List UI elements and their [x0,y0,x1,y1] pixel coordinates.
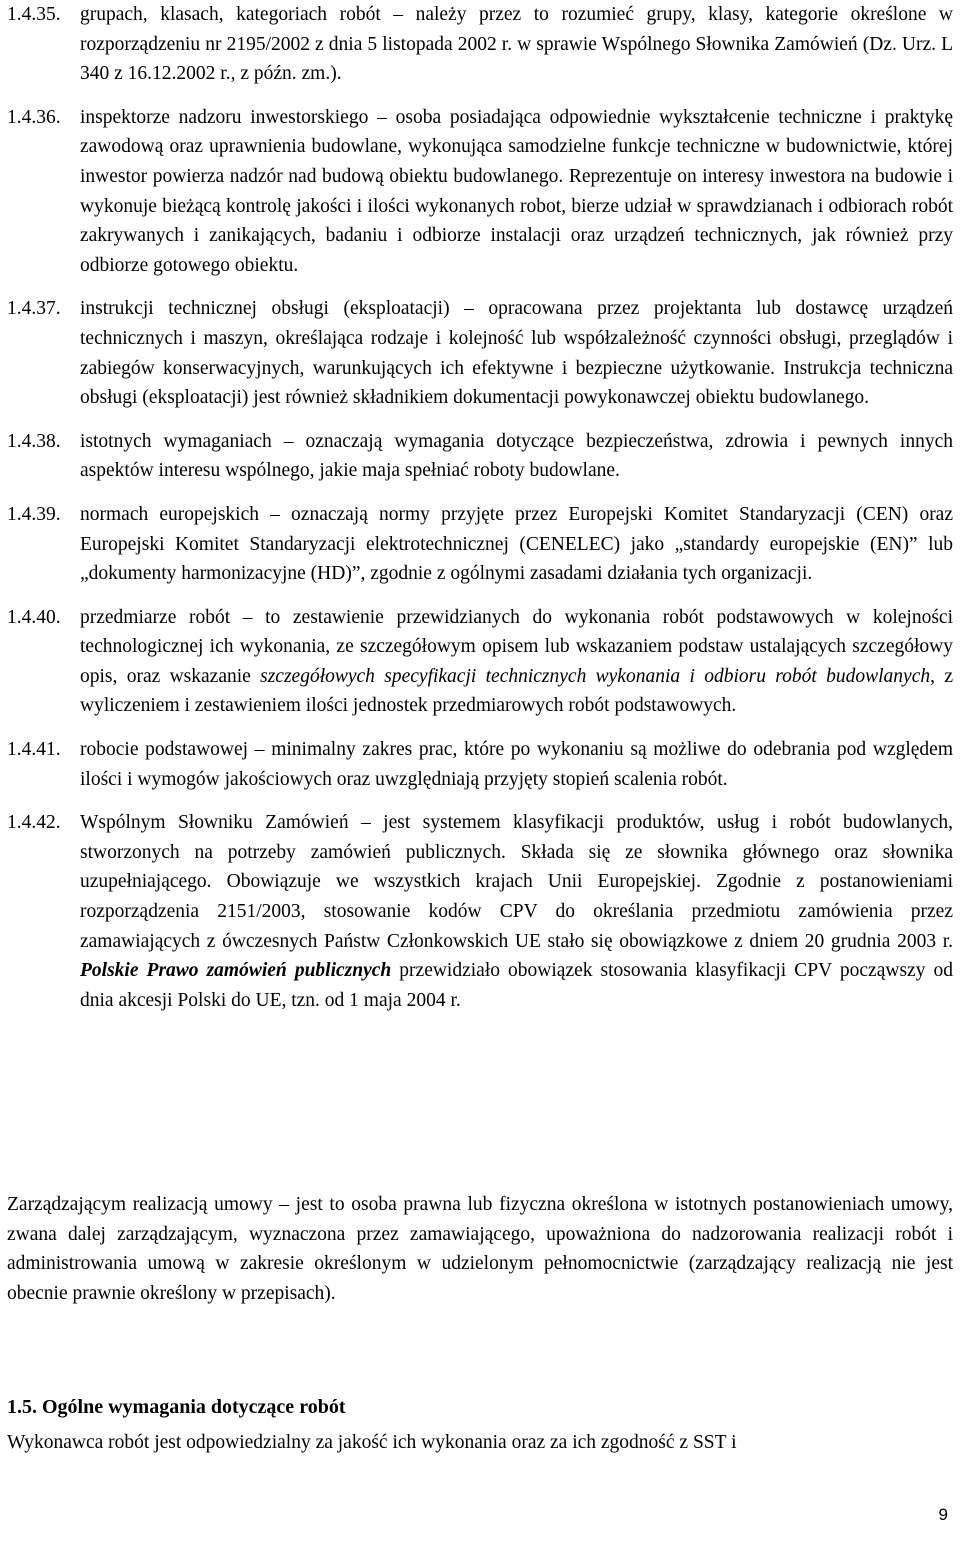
definition-text [80,735,953,794]
section-heading [7,1392,953,1422]
definition-text-bold-italic-part: Polskie Prawo zamówień publicznych [80,960,392,982]
definition-text-part: przewidziało obowiązek stosowania klasyfikacji CPV począwszy od dnia akcesji Polski do UE, tzn. od 1 maja 2004 r. [80,960,953,1011]
definition-text-part: instrukcji technicznej obsługi (eksploatacji) – opracowana przez projektanta lub dostawcę urządzeń technicznych i maszyn, określająca rodzaje i kolejność lub współzależność czynności obsługi, przeglądów i zabiegów konserwacyjnych, warunkujących ich efektywne i bezpieczne użytkowanie. Instrukcja techniczna obsługi (eksploatacji) jest również składnikiem dokumentacji powykonawczej obiektu budowlanego. [80,298,953,409]
definition-1-4-39 [7,500,953,589]
definition-number: 1.4.42. [7,812,61,834]
definition-1-4-41 [7,735,953,794]
definition-1-4-40 [7,603,953,721]
definition-number: 1.4.38. [7,430,61,452]
definition-text [80,294,953,412]
definition-number: 1.4.40. [7,606,61,628]
definition-text [80,603,953,721]
definition-1-4-37 [7,294,953,412]
definition-text [80,0,953,89]
definition-text [80,103,953,281]
page-number: 9 [938,1505,948,1524]
definition-text-italic-part: szczegółowych specyfikacji technicznych wykonania i odbioru robót budowlanych [260,665,931,687]
definition-number: 1.4.41. [7,739,61,761]
definition-text [80,808,953,1015]
definition-text-part: grupach, klasach, kategoriach robót – należy przez to rozumieć grupy, klasy, kategorie określone w rozporządzeniu nr 2195/2002 z dnia 5 listopada 2002 r. w sprawie Wspólnego Słownika Zamówień (Dz. Urz. L 340 z 16.12.2002 r., z późn. zm.). [80,4,953,85]
definition-text-part: inspektorze nadzoru inwestorskiego – osoba posiadająca odpowiednie wykształcenie techniczne i praktykę zawodową oraz uprawnienia budowlane, wykonująca samodzielne funkcje techniczne w budownictwie, której inwestor powierza nadzór nad budową obiektu budowlanego. Reprezentuje on interesy inwestora na budowie i wykonuje bieżącą kontrolę jakości i ilości wykonanych robot, bierze udział w sprawdzianach i odbiorach robót zakrywanych i zanikających, badaniu i odbiorze instalacji oraz urządzeń technicznych, jak również przy odbiorze gotowego obiektu. [80,106,953,276]
definition-number: 1.4.36. [7,106,61,128]
section-number: 1.5. [7,1396,37,1418]
zarzadzajacy-paragraph: Zarządzającym realizacją umowy – jest to osoba prawna lub fizyczna określona w istotnych postanowieniach umowy, zwana dalej zarządzającym, wyznaczona przez zamawiającego, upoważniona do nadzorowania realizacji robót i administrowania umową w zakresie określonym w udzielonym pełnomocnictwie (zarządzający realizacją nie jest obecnie prawnie określony w przepisach). [7,1194,953,1304]
definition-text-part: , z wyliczeniem i zestawieniem ilości jednostek przedmiarowych robót podstawowych. [80,665,953,717]
definition-text-part: istotnych wymaganiach – oznaczają wymagania dotyczące bezpieczeństwa, zdrowia i pewnych innych aspektów interesu wspólnego, jakie maja spełniać roboty budowlane. [80,430,953,482]
definitions-list [7,0,953,1015]
definition-number: 1.4.35. [7,4,61,25]
definition-text-part: Wspólnym Słowniku Zamówień – jest systemem klasyfikacji produktów, usług i robót budowlanych, stworzonych na potrzeby zamówień publicznych. Składa się ze słownika głównego oraz słownika uzupełniającego. Obowiązuje we wszystkich krajach Unii Europejskiej. Zgodnie z postanowieniami rozporządzenia 2151/2003, stosowanie kodów CPV do określania przedmiotu zamówienia przez zamawiających z ówczesnych Państw Członkowskich UE stało się obowiązkowe z dniem 20 grudnia 2003 r. [80,812,953,952]
definition-1-4-35 [7,0,953,89]
definition-1-4-38 [7,427,953,486]
definition-1-4-36 [7,103,953,281]
definition-1-4-42 [7,808,953,1015]
definition-text-part: przedmiarze robót – to zestawienie przewidzianych do wykonania robót podstawowych w kolejności technologicznej ich wykonania, ze szczegółowym opisem lub wskazaniem podstaw ustalających szczegółowy opis, oraz wskazanie [80,606,953,687]
definition-number: 1.4.39. [7,503,61,525]
definition-number: 1.4.37. [7,298,61,320]
definition-text-part: normach europejskich – oznaczają normy przyjęte przez Europejski Komitet Standaryzacji (CEN) oraz Europejski Komitet Standaryzacji elektrotechnicznej (CENELEC) jako „standardy europejskie (EN)” lub „dokumenty harmonizacyjne (HD)”, zgodnie z ogólnymi zasadami działania tych organizacji. [80,503,953,585]
section-paragraph: Wykonawca robót jest odpowiedzialny za jakość ich wykonania oraz za ich zgodność z SST i [7,1432,737,1453]
definition-text [80,427,953,486]
section-title: Ogólne wymagania dotyczące robót [42,1396,346,1418]
definition-text [80,500,953,589]
definition-text-part: robocie podstawowej – minimalny zakres prac, które po wykonaniu są możliwe do odebrania pod względem ilości i wymogów jakościowych oraz uwzględniają przyjęty stopień scalenia robót. [80,739,953,790]
